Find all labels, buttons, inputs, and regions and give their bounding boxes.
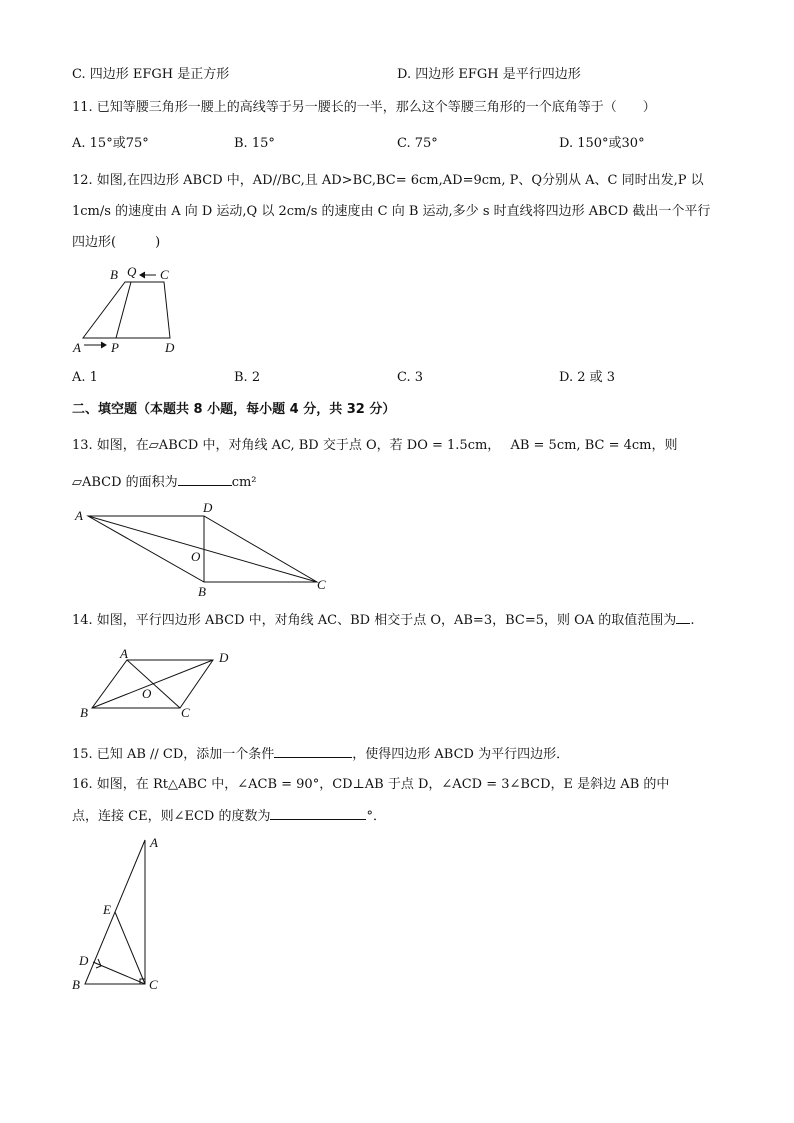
label-d-13: D [203, 500, 213, 515]
label-a-13: A [75, 508, 83, 523]
q11-option-d: D. 150°或30° [559, 136, 645, 151]
q12-option-d: D. 2 或 3 [559, 370, 616, 385]
label-b-13: B [198, 584, 206, 599]
option-c-prev: C. 四边形 EFGH 是正方形 [72, 67, 230, 82]
diagonal-bd-14 [92, 660, 213, 708]
q16-figure [70, 832, 180, 992]
q15-part-a: 15. 已知 AB // CD，添加一个条件 [72, 747, 275, 762]
arrow-q-head [140, 272, 145, 278]
question-15-stem [72, 744, 569, 764]
label-q: Q [127, 264, 137, 279]
label-o-13: O [191, 549, 201, 564]
label-a-14: A [120, 646, 128, 661]
label-d-14: D [219, 650, 229, 665]
q13-unit: cm² [231, 475, 257, 490]
q11-option-a: A. 15°或75° [72, 136, 149, 151]
question-13-line2 [72, 472, 257, 492]
label-c-14: C [181, 705, 190, 720]
question-14-stem [72, 610, 694, 630]
arrow-p-head [101, 342, 106, 348]
label-b: B [110, 267, 118, 282]
question-12-line3: 四边形( ) [72, 235, 161, 250]
diagonal-ac-13 [88, 516, 317, 582]
label-d: D [165, 340, 175, 355]
q16-line2-part-b: °． [366, 809, 386, 824]
label-c-13: C [317, 577, 326, 592]
q13-line1-part-a: 13. 如图，在▱ABCD 中，对角线 AC, BD 交于点 O，若 DO = 1.5cm， [72, 438, 501, 453]
question-13-line1 [72, 437, 677, 455]
section-2-heading: 二、填空题（本题共 8 小题，每小题 4 分，共 32 分） [72, 402, 396, 417]
label-c: C [160, 267, 169, 282]
q11-option-c: C. 75° [397, 136, 438, 151]
q12-option-b: B. 2 [234, 370, 261, 385]
q13-figure [72, 500, 332, 600]
question-12-line2: 1cm/s 的速度由 A 向 D 运动,Q 以 2cm/s 的速度由 C 向 B 运动,多少 s 时直线将四边形 ABCD 截出一个平行 [72, 204, 711, 219]
label-p: P [111, 340, 119, 355]
q11-option-b: B. 15° [234, 136, 275, 151]
q14-text: 14. 如图，平行四边形 ABCD 中，对角线 AC、BD 相交于点 O，AB=3，BC=5，则 OA 的取值范围为 [72, 613, 677, 628]
q12-figure [70, 265, 210, 365]
q14-end: . [690, 613, 695, 628]
q12-option-c: C. 3 [397, 370, 424, 385]
q15-part-b: ，使得四边形 ABCD 为平行四边形． [352, 747, 570, 762]
label-b-16: B [72, 977, 80, 992]
trapezoid-abcd [83, 282, 170, 338]
label-a: A [73, 340, 81, 355]
question-16-line2 [72, 806, 386, 826]
answer-blank-15[interactable] [274, 744, 352, 758]
option-d-prev: D. 四边形 EFGH 是平行四边形 [397, 67, 581, 82]
question-11-stem: 11. 已知等腰三角形一腰上的高线等于另一腰长的一半，那么这个等腰三角形的一个底角等于（ ） [72, 100, 656, 115]
label-e-16: E [103, 902, 111, 917]
label-c-16: C [149, 977, 158, 992]
q13-line2-part-a: ▱ABCD 的面积为 [72, 475, 178, 490]
answer-blank-14[interactable] [676, 610, 690, 624]
question-16-line1: 16. 如图，在 Rt△ABC 中，∠ACB = 90°，CD⊥AB 于点 D，∠ACD = 3∠BCD，E 是斜边 AB 的中 [72, 777, 670, 792]
answer-blank-13[interactable] [178, 472, 232, 486]
q14-figure [72, 645, 242, 725]
question-12-line1: 12. 如图,在四边形 ABCD 中，AD//BC,且 AD>BC,BC= 6cm,AD=9cm, P、Q分别从 A、C 同时出发,P 以 [72, 173, 704, 188]
label-b-14: B [80, 705, 88, 720]
q12-option-a: A. 1 [72, 370, 98, 385]
q16-line2-part-a: 点，连接 CE，则∠ECD 的度数为 [72, 809, 271, 824]
answer-blank-16[interactable] [270, 806, 366, 820]
q13-line1-part-b: AB = 5cm, BC = 4cm，则 [510, 438, 678, 453]
label-d-16: D [79, 953, 89, 968]
label-o-14: O [142, 686, 152, 701]
label-a-16: A [150, 835, 158, 850]
